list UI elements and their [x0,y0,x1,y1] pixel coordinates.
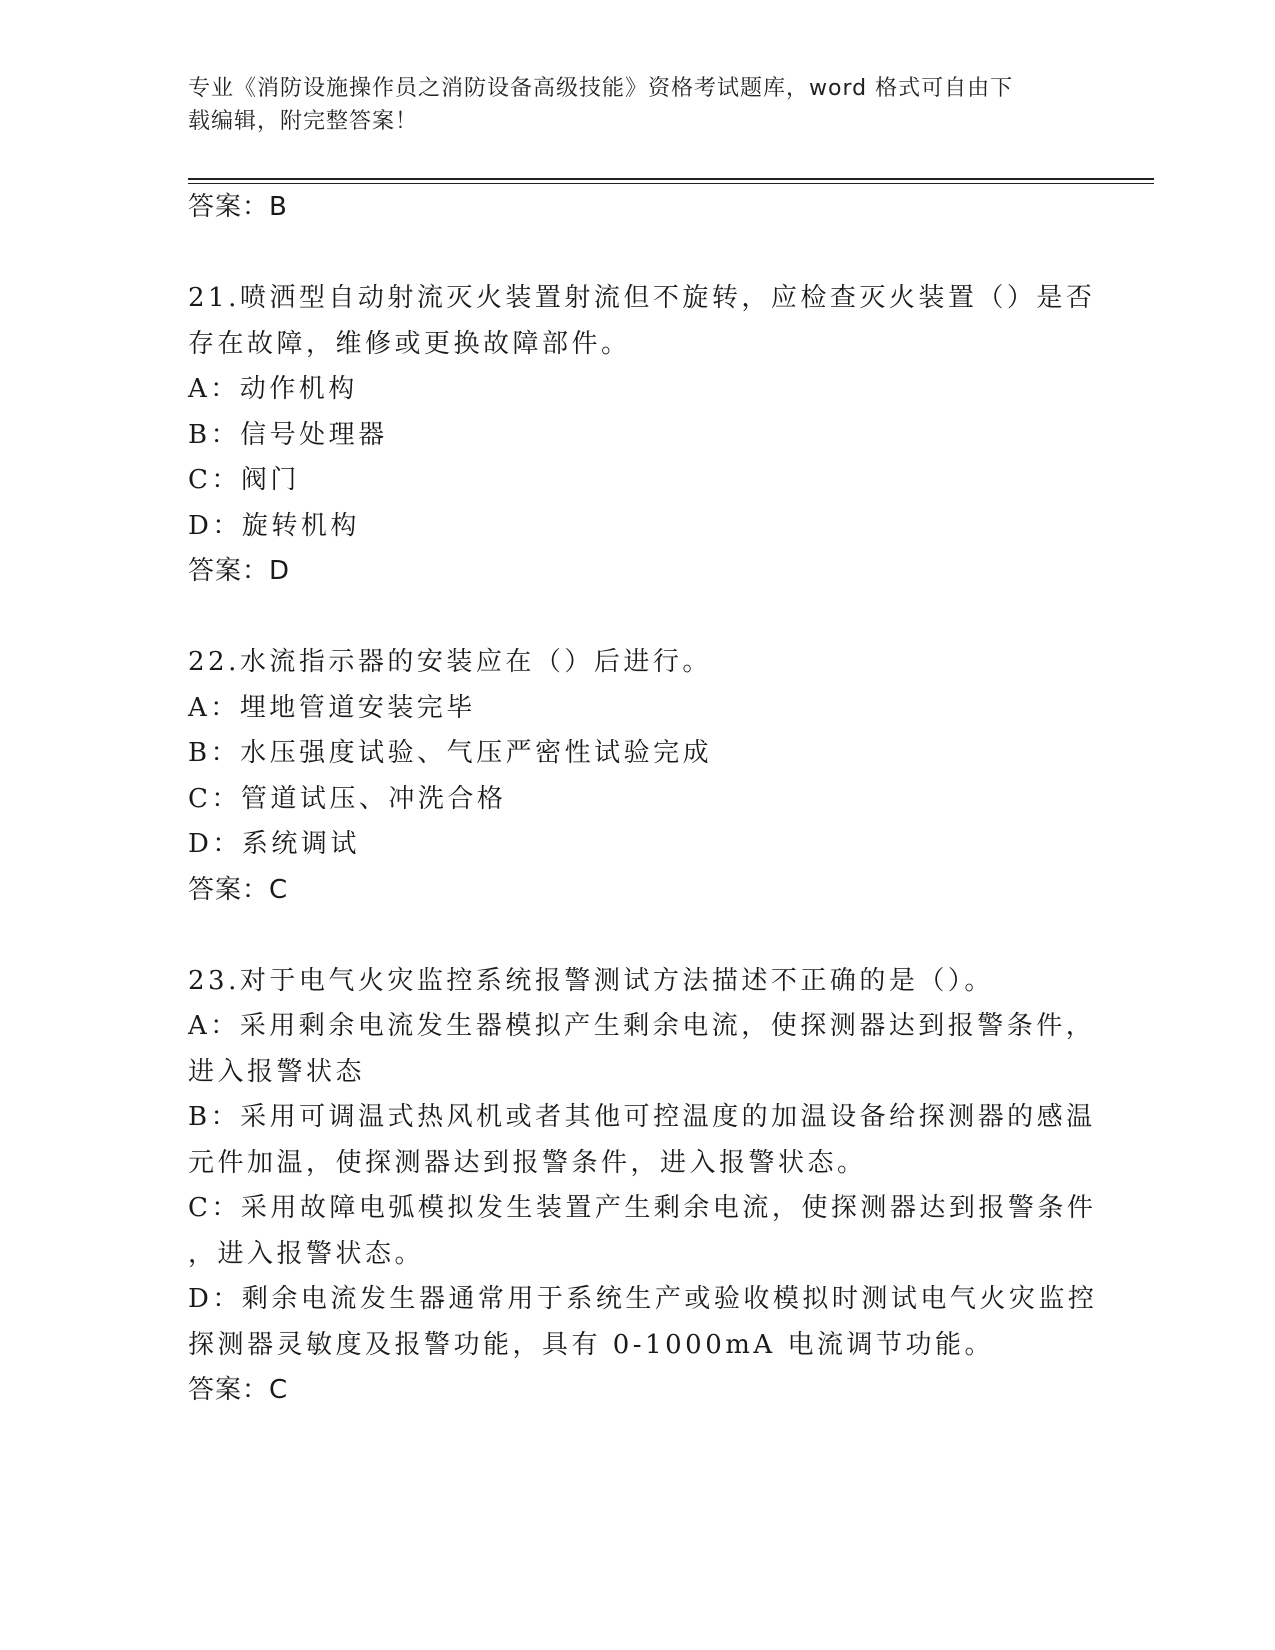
spacer [188,231,1078,277]
option-a: A：埋地管道安装完毕 [188,692,476,723]
option-b: B：水压强度试验、气压严密性试验完成 [188,738,713,768]
question-23 [188,959,1098,1414]
option-c: C：阀门 [188,465,300,495]
option-b-continued: 元件加温，使探测器达到报警条件，进入报警状态。 [188,1147,867,1178]
option-a: A：动作机构 [188,374,358,404]
option-a-continued: 进入报警状态 [188,1056,366,1087]
option-d: D：剩余电流发生器通常用于系统生产或验收模拟时测试电气火灾监控 [188,1284,1098,1314]
answer-line: 答案：C [188,1375,289,1405]
answer-line: 答案：D [188,556,291,586]
header-rule-thin [188,183,1154,184]
option-d: D：系统调试 [188,829,360,859]
spacer [188,913,1078,959]
question-list [188,185,1098,1414]
option-c-continued: ，进入报警状态。 [188,1238,425,1269]
option-b: B：信号处理器 [188,419,388,450]
question-stem: 21.喷洒型自动射流灭火装置射流但不旋转，应检查灭火装置（）是否 [188,283,1096,313]
header-rule-thick [188,178,1154,180]
option-b: B：采用可调温式热风机或者其他可控温度的加温设备给探测器的感温 [188,1102,1096,1132]
question-22 [188,640,1078,913]
answer-line-previous: 答案：B [188,192,288,222]
header-line-1: 专业《消防设施操作员之消防设备高级技能》资格考试题库，word 格式可自由下 [188,76,1014,101]
question-stem: 23.对于电气火灾监控系统报警测试方法描述不正确的是（）。 [188,965,994,996]
option-c: C：采用故障电弧模拟发生装置产生剩余电流，使探测器达到报警条件 [188,1193,1097,1223]
answer-line: 答案：C [188,874,289,905]
option-d: D：旋转机构 [188,510,360,541]
question-21 [188,276,1096,595]
spacer [188,595,1078,641]
option-c: C：管道试压、冲洗合格 [188,783,507,814]
document-header [188,72,1078,138]
header-line-2: 载编辑，附完整答案！ [188,109,419,134]
option-d-continued: 探测器灵敏度及报警功能，具有 0-1000mA 电流调节功能。 [188,1329,994,1360]
question-stem: 22.水流指示器的安装应在（）后进行。 [188,647,712,677]
option-a: A：采用剩余电流发生器模拟产生剩余电流，使探测器达到报警条件， [188,1011,1096,1041]
question-stem-continued: 存在故障，维修或更换故障部件。 [188,328,631,359]
